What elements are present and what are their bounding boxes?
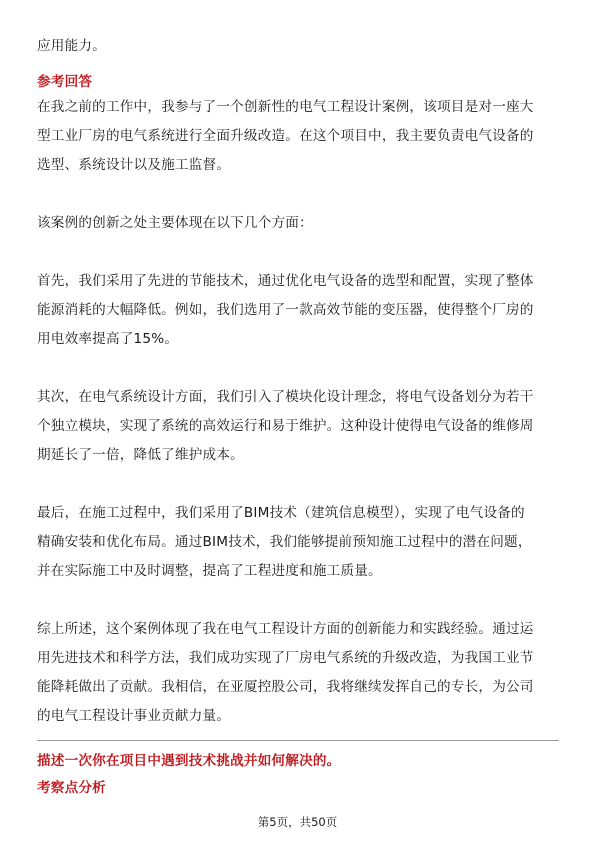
section-divider bbox=[37, 740, 559, 741]
page-number-footer: 第5页，共50页 bbox=[257, 815, 338, 829]
paragraph-line: 在我之前的工作中，我参与了一个创新性的电气工程设计案例，该项目是对一座大 bbox=[37, 99, 534, 115]
paragraph-line: 精确安装和优化布局。通过BIM技术，我们能够提前预知施工过程中的潜在问题， bbox=[37, 534, 532, 550]
paragraph-line: 用先进技术和科学方法，我们成功实现了厂房电气系统的升级改造，为我国工业节 bbox=[37, 650, 534, 666]
paragraph-line: 型工业厂房的电气系统进行全面升级改造。在这个项目中，我主要负责电气设备的 bbox=[37, 128, 534, 144]
intro-tail-text: 应用能力。 bbox=[37, 38, 106, 54]
paragraph-line: 该案例的创新之处主要体现在以下几个方面： bbox=[37, 215, 313, 231]
paragraph-line: 的电气工程设计事业贡献力量。 bbox=[37, 708, 231, 724]
next-question-heading: 描述一次你在项目中遇到技术挑战并如何解决的。 bbox=[37, 753, 341, 769]
paragraph-line: 其次，在电气系统设计方面，我们引入了模块化设计理念，将电气设备划分为若干 bbox=[37, 389, 534, 405]
paragraph-line: 选型、系统设计以及施工监督。 bbox=[37, 157, 231, 173]
paragraph-line: 综上所述，这个案例体现了我在电气工程设计方面的创新能力和实践经验。通过运 bbox=[37, 621, 534, 637]
analysis-heading: 考察点分析 bbox=[37, 780, 106, 796]
paragraph-line: 个独立模块，实现了系统的高效运行和易于维护。这种设计使得电气设备的维修周 bbox=[37, 418, 534, 434]
paragraph-line: 能源消耗的大幅降低。例如，我们选用了一款高效节能的变压器，使得整个厂房的 bbox=[37, 302, 534, 318]
paragraph-line: 期延长了一倍，降低了维护成本。 bbox=[37, 447, 244, 463]
paragraph-line: 首先，我们采用了先进的节能技术，通过优化电气设备的选型和配置，实现了整体 bbox=[37, 273, 534, 289]
paragraph-line: 并在实际施工中及时调整，提高了工程进度和施工质量。 bbox=[37, 563, 382, 579]
paragraph-line: 最后，在施工过程中，我们采用了BIM技术（建筑信息模型），实现了电气设备的 bbox=[37, 505, 525, 521]
paragraph-line: 能降耗做出了贡献。我相信，在亚厦控股公司，我将继续发挥自己的专长，为公司 bbox=[37, 679, 534, 695]
document-page bbox=[37, 0, 559, 842]
paragraph-line: 用电效率提高了15%。 bbox=[37, 331, 179, 347]
answer-heading: 参考回答 bbox=[37, 74, 93, 90]
